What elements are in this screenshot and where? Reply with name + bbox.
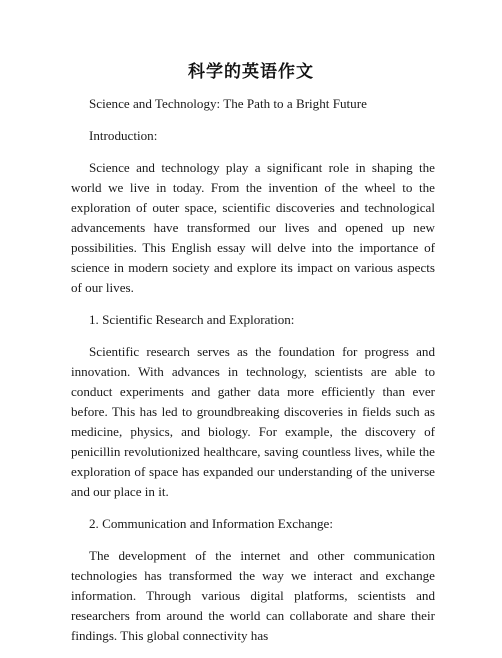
section-2-paragraph: The development of the internet and other communication technologies has transformed the way we interact and exchange information. Through various digital platforms, scientists and researchers from around the world can collaborate and share their findings. This global connectivity has [71,548,435,643]
document-body [71,94,435,658]
essay-heading: Science and Technology: The Path to a Bright Future [89,96,367,111]
section-1-paragraph: Scientific research serves as the foundation for progress and innovation. With advances in technology, scientists are able to conduct experiments and gather data more efficiently than ever before. This has led to groundbreaking discoveries in fields such as medicine, physics, and biology. For example, the discovery of penicillin revolutionized healthcare, saving countless lives, while the exploration of space has expanded our understanding of the universe and our place in it. [71,344,435,499]
section-1-heading: 1. Scientific Research and Exploration: [89,312,295,327]
intro-label: Introduction: [89,128,158,143]
document-title: 科学的英语作文 [188,62,314,82]
section-2-heading: 2. Communication and Information Exchange: [89,516,333,531]
intro-paragraph: Science and technology play a significant role in shaping the world we live in today. From the invention of the wheel to the exploration of outer space, scientific discoveries and technological advancements have transformed our lives and opened up new possibilities. This English essay will delve into the importance of science in modern society and explore its impact on various aspects of our lives. [71,160,435,295]
